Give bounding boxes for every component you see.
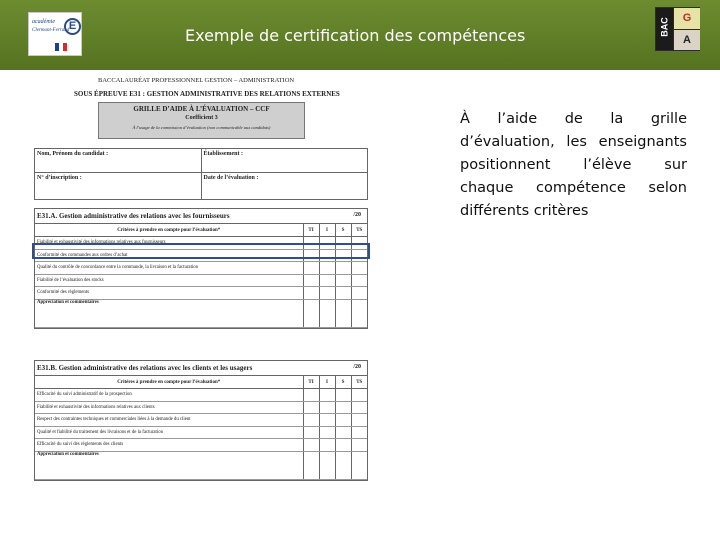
- section-clients: [34, 360, 368, 481]
- grid-coefficient: Coefficient 3: [185, 115, 218, 121]
- level-i: I: [319, 376, 335, 389]
- criterion-label: Qualité du contrôle de concordance entre la commande, la livraison et la facturation: [35, 262, 303, 275]
- criterion-label: Efficacité du suivi des règlements des clients: [35, 439, 303, 452]
- logo-line-1: académie: [32, 19, 55, 25]
- bac-letter-g: G: [674, 8, 700, 29]
- criterion-label: Conformité des commandes aux ordres d’achat: [35, 249, 303, 262]
- candidate-name-field: Nom, Prénom du candidat :: [35, 149, 202, 173]
- bac-label: BAC: [659, 17, 670, 37]
- level-ti: TI: [303, 224, 319, 237]
- slide-header: [0, 0, 720, 70]
- criterion-highlight-box: [32, 243, 370, 259]
- bac-letter-a: A: [674, 30, 700, 50]
- criterion-row: [35, 262, 367, 275]
- logo-line-2: Clermont-Ferrand: [32, 28, 70, 33]
- document-header-line: BACCALAURÉAT PROFESSIONNEL GESTION – ADMINISTRATION: [98, 77, 295, 84]
- section-title: E31.B. Gestion administrative des relations avec les clients et les usagers: [37, 364, 253, 372]
- slide-body-text: À l’aide de la grille d’évaluation, les enseignants positionnent l’élève sur chaque compétence selon différents critères: [460, 111, 687, 219]
- logo-e-icon: E: [64, 18, 81, 35]
- criterion-row: [35, 287, 367, 300]
- criteria-table: [35, 375, 367, 480]
- criterion-label: Fiabilité et exhaustivité des informations relatives aux fournisseurs: [35, 237, 303, 250]
- level-i: I: [319, 224, 335, 237]
- level-s: S: [335, 376, 351, 389]
- page-title: Exemple de certification des compétences: [185, 26, 526, 45]
- registration-field: N° d’inscription :: [35, 173, 202, 200]
- criterion-row: [35, 274, 367, 287]
- criterion-label: Conformité des règlements: [35, 287, 303, 300]
- appreciation-row: [35, 451, 367, 479]
- criterion-row: [35, 401, 367, 414]
- level-s: S: [335, 224, 351, 237]
- evaluation-date-field: Date de l’évaluation :: [201, 173, 368, 200]
- appreciation-row: [35, 299, 367, 327]
- section-suppliers: [34, 208, 368, 329]
- evaluation-grid-scan: [34, 73, 370, 513]
- criterion-label: Fiabilité et exhaustivité des informations relatives aux clients: [35, 401, 303, 414]
- level-ts: TS: [351, 376, 367, 389]
- section-score: /20: [353, 212, 361, 218]
- french-flag-icon: [55, 43, 67, 51]
- criteria-header: Critères à prendre en compte pour l’évaluation*: [35, 376, 303, 389]
- section-score: /20: [353, 364, 361, 370]
- level-ti: TI: [303, 376, 319, 389]
- candidate-id-table: [34, 148, 368, 200]
- academy-logo: [28, 12, 82, 56]
- section-title: E31.A. Gestion administrative des relations avec les fournisseurs: [37, 212, 230, 220]
- level-ts: TS: [351, 224, 367, 237]
- criterion-label: Efficacité du suivi administratif de la prospection: [35, 389, 303, 402]
- criteria-table: [35, 223, 367, 328]
- criterion-row: [35, 389, 367, 402]
- criterion-label: Qualité et fiabilité du traitement des livraisons et de la facturation: [35, 426, 303, 439]
- establishment-field: Établissement :: [201, 149, 368, 173]
- criterion-label: Respect des contraintes techniques et commerciales liées à la demande du client: [35, 414, 303, 427]
- appreciation-label: Appréciation et commentaires: [35, 299, 303, 327]
- grid-title: GRILLE D’AIDE À L’ÉVALUATION – CCF: [133, 105, 270, 113]
- document-subtest: SOUS ÉPREUVE E31 : GESTION ADMINISTRATIVE DES RELATIONS EXTERNES: [74, 90, 340, 98]
- appreciation-label: Appréciation et commentaires: [35, 451, 303, 479]
- criterion-label: Fiabilité de l’évaluation des stocks: [35, 274, 303, 287]
- criteria-header: Critères à prendre en compte pour l’évaluation*: [35, 224, 303, 237]
- bac-badge: [655, 7, 700, 51]
- criterion-row: [35, 439, 367, 452]
- criterion-row: [35, 414, 367, 427]
- grid-title-box: [98, 102, 305, 139]
- criterion-row: [35, 426, 367, 439]
- grid-note: À l’usage de la commission d’évaluation (non communicable aux candidats): [132, 125, 271, 130]
